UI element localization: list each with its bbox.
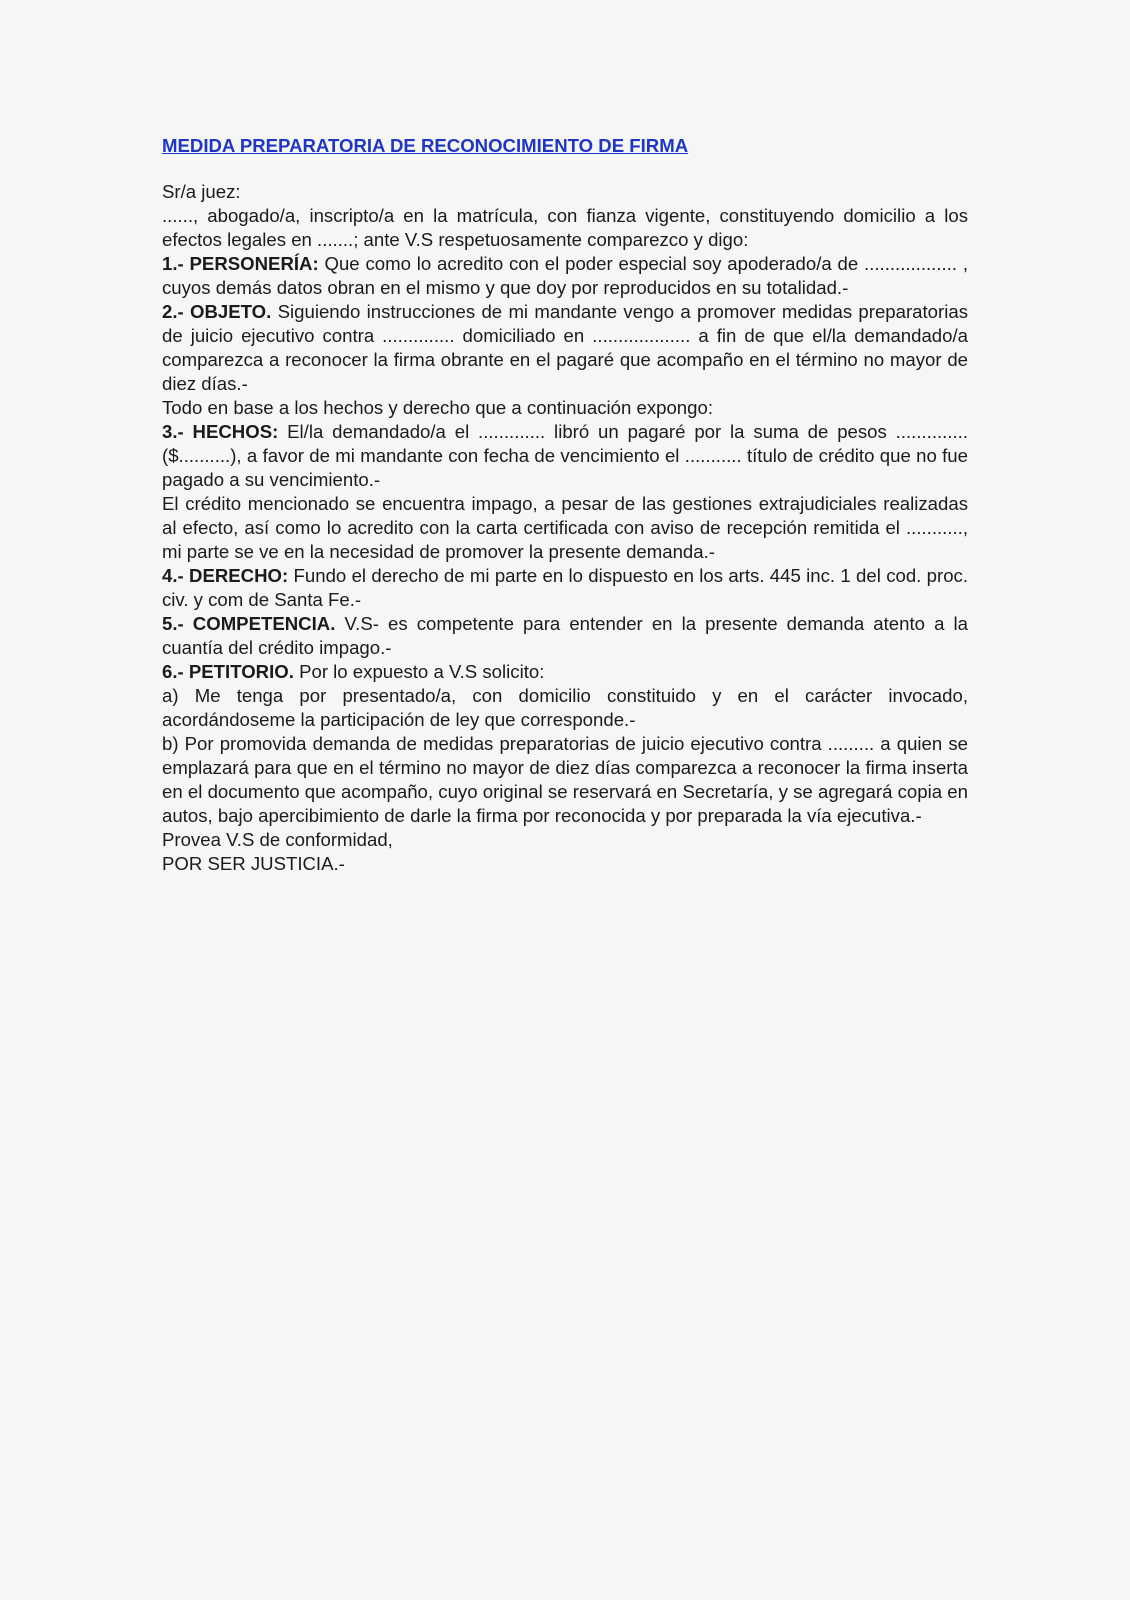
section-text: Que como lo acredito con el poder especial soy apoderado/a de .................. , cuyos demás datos obran en el mismo y que doy por reproducidos en su totalidad.- [162, 253, 969, 298]
section-heading: 1.- PERSONERÍA: [162, 253, 319, 274]
section-heading: 4.- DERECHO: [162, 565, 289, 586]
section-hechos [162, 420, 968, 492]
section-text: Fundo el derecho de mi parte en lo dispuesto en los arts. 445 inc. 1 del cod. proc. civ. y com de Santa Fe.- [162, 565, 968, 610]
request-item-a: a) Me tenga por presentado/a, con domicilio constituido y en el carácter invocado, acordándoseme la participación de ley que corresponde.- [162, 685, 968, 730]
section-petitorio [162, 660, 968, 684]
section-text: Por lo expuesto a V.S solicito: [293, 661, 545, 682]
section-personeria [162, 252, 968, 300]
section-objeto [162, 300, 968, 396]
salutation: Sr/a juez: [162, 181, 241, 202]
section-text: Siguiendo instrucciones de mi mandante vengo a promover medidas preparatorias de juicio ejecutivo contra .............. domiciliado en ................... a fin de que el/la demandado/a comparezca a reconocer la firma obrante en el pagaré que acompaño en el término no mayor de diez días.- [162, 301, 968, 394]
credit-paragraph: El crédito mencionado se encuentra impago, a pesar de las gestiones extrajudiciales realizadas al efecto, así como lo acredito con la carta certificada con aviso de recepción remitida el ..........., mi parte se ve en la necesidad de promover la presente demanda.- [162, 493, 968, 562]
closing-line-2: POR SER JUSTICIA.- [162, 853, 345, 874]
section-heading: 3.- HECHOS: [162, 421, 279, 442]
section-competencia [162, 612, 968, 660]
request-item-b: b) Por promovida demanda de medidas preparatorias de juicio ejecutivo contra ......... a quien se emplazará para que en el término no mayor de diez días comparezca a reconocer la firma inserta en el documento que acompaño, cuyo original se reservará en Secretaría, y se agregará copia en autos, bajo apercibimiento de darle la firma por reconocida y por preparada la vía ejecutiva.- [162, 733, 968, 826]
section-text: V.S- es competente para entender en la presente demanda atento a la cuantía del crédito impago.- [162, 613, 968, 658]
closing-line-1: Provea V.S de conformidad, [162, 829, 393, 850]
document-title: MEDIDA PREPARATORIA DE RECONOCIMIENTO DE FIRMA [162, 135, 689, 156]
section-heading: 5.- COMPETENCIA. [162, 613, 336, 634]
intro-paragraph: ......, abogado/a, inscripto/a en la matrícula, con fianza vigente, constituyendo domicilio a los efectos legales en .......; ante V.S respetuosamente comparezco y digo: [162, 205, 968, 250]
section-derecho [162, 564, 968, 612]
section-text: El/la demandado/a el ............. libró un pagaré por la suma de pesos .............. ($..........), a favor de mi mandante con fecha de vencimiento el ........... título de crédito que no fue pagado a su vencimiento.- [162, 421, 968, 490]
transition-paragraph: Todo en base a los hechos y derecho que a continuación expongo: [162, 397, 713, 418]
section-heading: 6.- PETITORIO. [162, 661, 294, 682]
document-body [162, 134, 968, 876]
section-heading: 2.- OBJETO. [162, 301, 272, 322]
